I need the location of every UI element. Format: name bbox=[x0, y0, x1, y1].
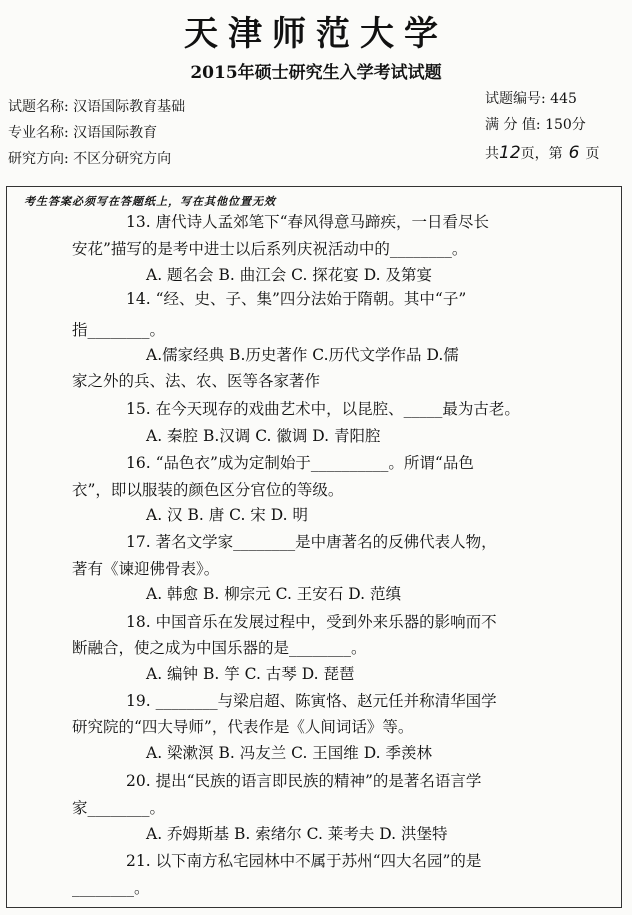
current-page: 6 bbox=[568, 143, 580, 163]
q13-line1: 13. 唐代诗人孟郊笔下“春风得意马蹄疾，一日看尽长 bbox=[126, 213, 490, 231]
q14-options-line2: 家之外的兵、法、农、医等各家著作 bbox=[72, 372, 321, 390]
q15-options: A. 秦腔 B.汉调 C. 徽调 D. 青阳腔 bbox=[146, 427, 381, 445]
q21-line2: ________。 bbox=[72, 879, 150, 897]
page-counter bbox=[485, 143, 599, 163]
exam-code: 试题编号: 445 bbox=[485, 91, 577, 107]
q18-line2: 断融合，使之成为中国乐器的是________。 bbox=[72, 639, 367, 657]
exam-title: 2015年硕士研究生入学考试试题 bbox=[190, 63, 442, 83]
full-score: 满 分 值: 150分 bbox=[485, 117, 586, 133]
page-middle: 页，第 bbox=[520, 146, 563, 162]
subject-name: 试题名称: 汉语国际教育基础 bbox=[8, 99, 186, 115]
page-prefix: 共 bbox=[485, 146, 499, 162]
q18-line1: 18. 中国音乐在发展过程中，受到外来乐器的影响而不 bbox=[126, 613, 497, 631]
q21-line1: 21. 以下南方私宅园林中不属于苏州“四大名园”的是 bbox=[126, 852, 482, 870]
q14-options-line1: A.儒家经典 B.历史著作 C.历代文学作品 D.儒 bbox=[146, 346, 459, 364]
school-name: 天津师范大学 bbox=[184, 14, 448, 54]
q20-options: A. 乔姆斯基 B. 索绪尔 C. 莱考夫 D. 洪堡特 bbox=[146, 825, 448, 843]
q13-options: A. 题名会 B. 曲江会 C. 探花宴 D. 及第宴 bbox=[146, 266, 432, 284]
q20-line2: 家________。 bbox=[72, 799, 166, 817]
q17-line1: 17. 著名文学家________是中唐著名的反佛代表人物， bbox=[126, 533, 497, 551]
answer-notice: 考生答案必须写在答题纸上，写在其他位置无效 bbox=[24, 195, 276, 208]
q16-options: A. 汉 B. 唐 C. 宋 D. 明 bbox=[146, 506, 308, 524]
q13-line2: 安花”描写的是考中进士以后系列庆祝活动中的________。 bbox=[72, 240, 468, 258]
major-name: 专业名称: 汉语国际教育 bbox=[8, 125, 158, 141]
q15-line1: 15. 在今天现存的戏曲艺术中，以昆腔、_____最为古老。 bbox=[126, 400, 520, 418]
q16-line1: 16. “品色衣”成为定制始于__________。所谓“品色 bbox=[126, 454, 474, 472]
research-direction: 研究方向: 不区分研究方向 bbox=[8, 151, 172, 167]
q19-line2: 研究院的“四大导师”，代表作是《人间词话》等。 bbox=[72, 718, 414, 736]
q20-line1: 20. 提出“民族的语言即民族的精神”的是著名语言学 bbox=[126, 772, 482, 790]
q19-options: A. 梁漱溟 B. 冯友兰 C. 王国维 D. 季羡林 bbox=[146, 744, 432, 762]
q14-line1: 14. “经、史、子、集”四分法始于隋朝。其中“子” bbox=[126, 290, 467, 308]
q16-line2: 衣”，即以服装的颜色区分官位的等级。 bbox=[72, 481, 344, 499]
q17-options: A. 韩愈 B. 柳宗元 C. 王安石 D. 范缜 bbox=[146, 585, 401, 603]
q18-options: A. 编钟 B. 竽 C. 古琴 D. 琵琶 bbox=[146, 665, 355, 683]
page-suffix: 页 bbox=[585, 146, 600, 162]
q14-line2: 指________。 bbox=[72, 321, 166, 339]
q19-line1: 19. ________与梁启超、陈寅恪、赵元任并称清华国学 bbox=[126, 692, 497, 710]
total-pages: 12 bbox=[499, 143, 521, 163]
q17-line2: 著有《谏迎佛骨表》。 bbox=[72, 560, 220, 578]
